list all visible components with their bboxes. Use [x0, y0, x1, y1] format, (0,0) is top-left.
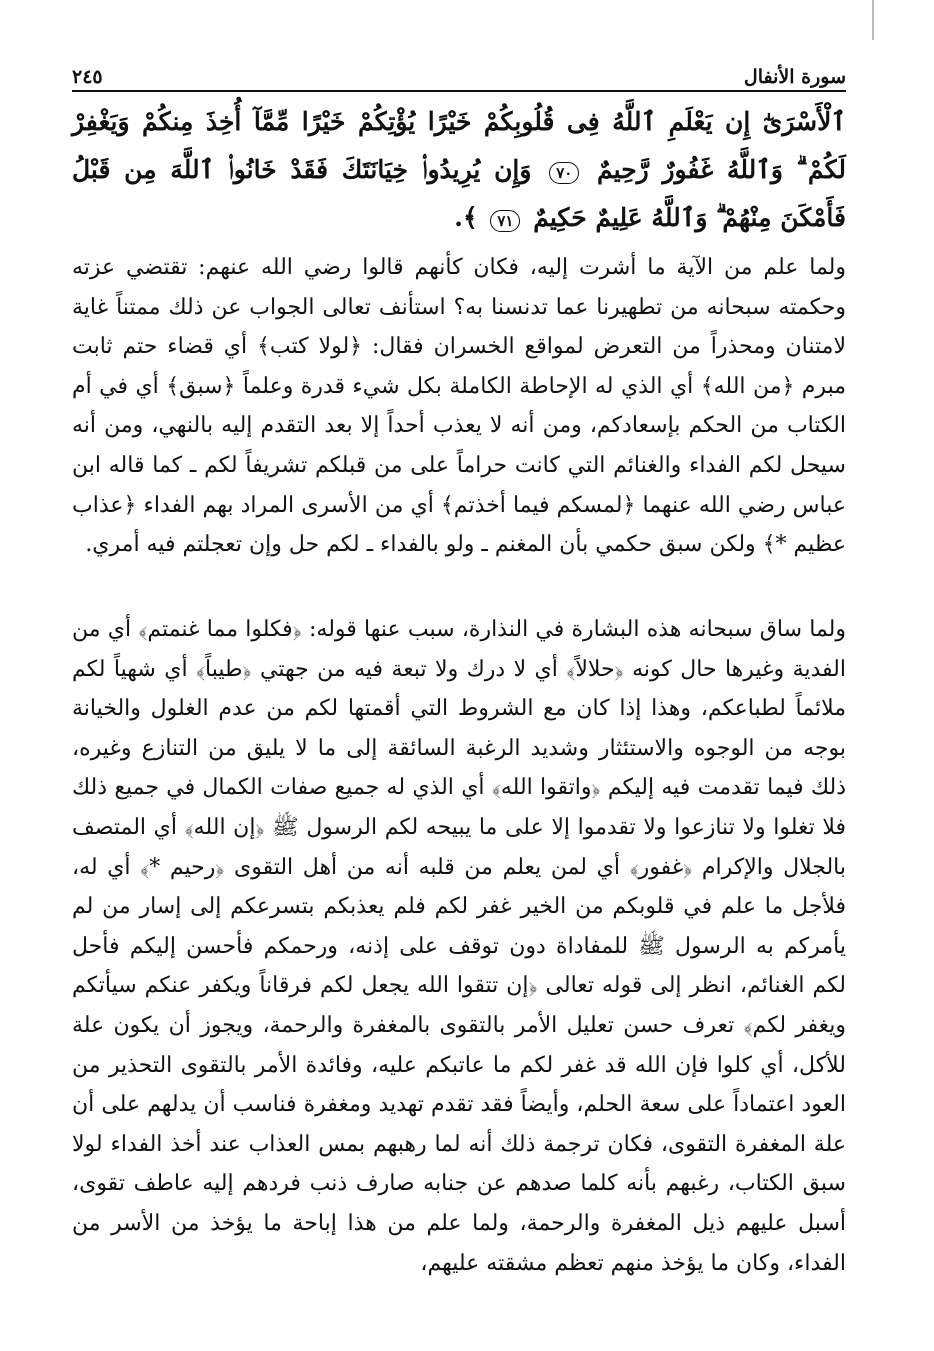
verse-text-71: وَإِن يُرِيدُوا۟ خِيَانَتَكَ فَقَدْ خَانُوا۟ ٱللَّهَ مِن قَبْلُ فَأَمْكَنَ مِنْهُمْ ۗ وَٱللَّهُ عَلِيمٌ حَكِيمٌ	[72, 155, 846, 232]
verse-ending: ﴾.	[454, 203, 478, 232]
page-number: ٢٤٥	[72, 66, 103, 88]
commentary-paragraph: ولما علم من الآية ما أشرت إليه، فكان كأنهم قالوا رضي الله عنهم: تقتضي عزته وحكمته سبحانه من تطهيرنا عما تدنسنا به؟ استأنف تعالى الجواب عن ذلك ممتناً غاية لامتنان ومحذراً من التعرض لمواقع الخسران فقال: ﴿لولا كتب﴾ أي قضاء حتم ثابت مبرم ﴿من الله﴾ أي الذي له الإحاطة الكاملة بكل شيء قدرة وعلماً ﴿سبق﴾ أي في أم الكتاب من الحكم بإسعادكم، ومن أنه لا يعذب أحداً إلا بعد التقدم إليه بالنهي، ومن أنه سيحل لكم الفداء والغنائم التي كانت حراماً على من قبلكم تشريفاً لكم ـ كما قاله ابن عباس رضي الله عنهما ﴿لمسكم فيما أخذتم﴾ أي من الأسرى المراد بهم الفداء ﴿عذاب عظيم *﴾ ولكن سبق حكمي بأن المغنم ـ ولو بالفداء ـ لكم حل وإن تعجلتم فيه أمري.	[72, 255, 846, 558]
commentary-paragraph: ولما ساق سبحانه هذه البشارة في النذارة، سبب عنها قوله: ﴿فكلوا مما غنمتم﴾ أي من الفدية وغيرها حال كونه ﴿حلالاً﴾ أي لا درك ولا تبعة فيه من جهتي ﴿طيباً﴾ أي شهياً لكم ملائماً لطباعكم، وهذا إذا كان مع الشروط التي أقمتها لكم من عدم الغلول والخيانة بوجه من الوجوه والاستئثار وشديد الرغبة السائقة إلى ما لا يليق من التنازع وغيره، ذلك فيما تقدمت فيه إليكم ﴿واتقوا الله﴾ أي الذي له جميع صفات الكمال في جميع ذلك فلا تغلوا ولا تنازعوا ولا تقدموا إلا على ما يبيحه لكم الرسول ﷺ ﴿إن الله﴾ أي المتصف بالجلال والإكرام ﴿غفور﴾ أي لمن يعلم من قلبه أنه من أهل التقوى ﴿رحيم *﴾ أي له، فلأجل ما علم في قلوبكم من الخير غفر لكم فلم يعذبكم بتسرعكم إلى إسار من لم يأمركم به الرسول ﷺ للمفاداة دون توقف على إذنه، ورحمكم فأحسن إليكم فأحل لكم الغنائم، انظر إلى قوله تعالى ﴿إن تتقوا الله يجعل لكم فرقاناً ويكفر عنكم سيأتكم ويغفر لكم﴾ تعرف حسن تعليل الأمر بالتقوى بالمغفرة والرحمة، ويجوز أن يكون علة للأكل، أي كلوا فإن الله قد غفر لكم ما عاتبكم عليه، وفائدة الأمر بالتقوى التحذير من العود اعتماداً على سعة الحلم، وأيضاً فقد تقدم تهديد ومغفرة فناسب أن يدلهم على أن علة المغفرة التقوى، فكان ترجمة ذلك أنه لما رهبهم بمس العذاب عند أخذ الفداء لولا سبق الكتاب، رغبهم بأنه كلما صدهم عن جنابه صارف ذنب فردهم إليه عاطف تقوى، أسبل عليهم ذيل المغفرة والرحمة، ولما علم من هذا إباحة ما يؤخذ من الأسر من الفداء، وكان ما يؤخذ منهم تعظم مشقته عليهم،	[72, 617, 846, 1276]
quran-verse-block	[72, 98, 846, 242]
page-header	[72, 52, 846, 88]
verse-number-marker: ٧٠	[549, 162, 579, 184]
scan-edge-mark	[872, 0, 874, 40]
verse-number-marker: ٧١	[490, 210, 520, 232]
header-rule	[72, 90, 846, 92]
verse-text-70: ٱلْأَسْرَىٰٓ إِن يَعْلَمِ ٱللَّهُ فِى قُلُوبِكُمْ خَيْرًا يُؤْتِكُمْ خَيْرًا مِّمَّآ أُخِذَ مِنكُمْ وَيَغْفِرْ لَكُمْ ۗ وَٱللَّهُ غَفُورٌ رَّحِيمٌ	[72, 107, 846, 184]
surah-title: سورة الأنفال	[743, 66, 846, 88]
